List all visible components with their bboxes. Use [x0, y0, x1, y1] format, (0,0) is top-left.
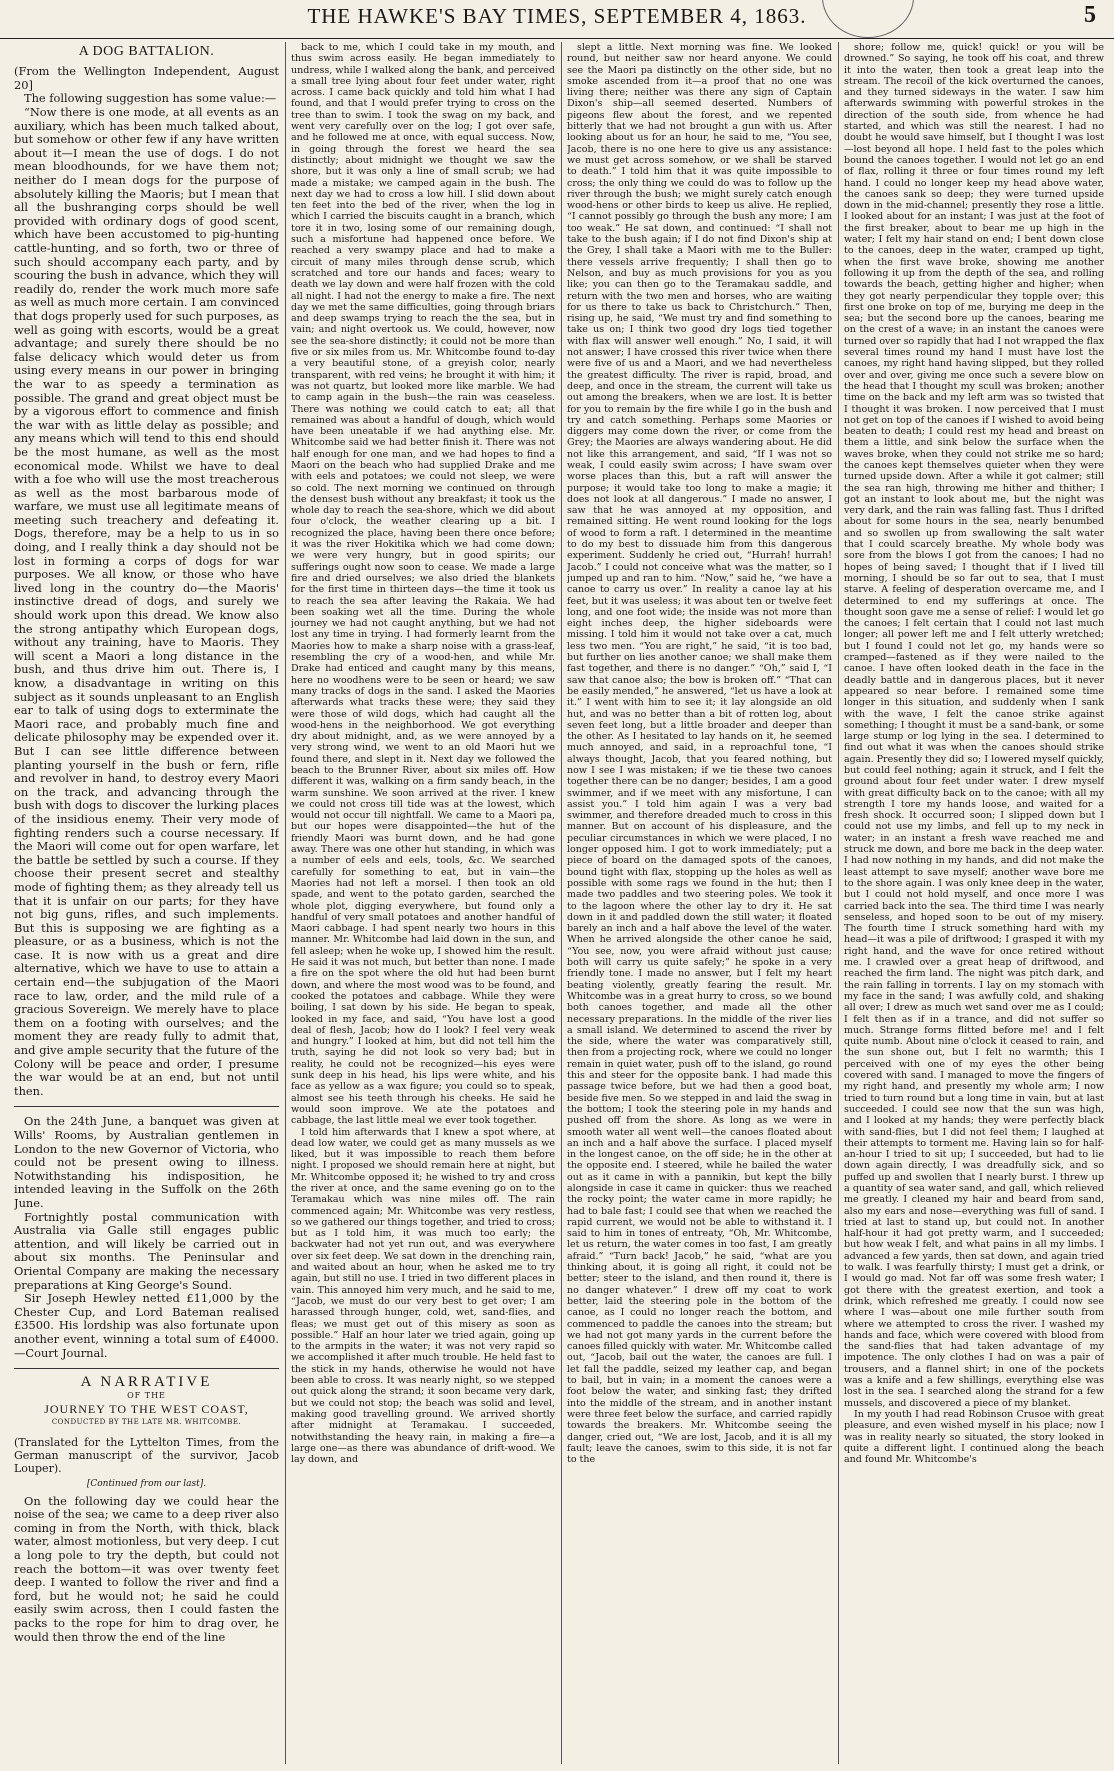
divider — [14, 1106, 279, 1107]
column-4 — [844, 42, 1104, 1764]
column-rule — [838, 42, 839, 1764]
column-1 — [14, 42, 279, 1764]
narrative-body: On the following day we could hear the noise of the sea; we came to a deep river also coming in from the North, with thick, black water, almost motionless, but very deep. I cut a long pole to try the depth, but could not reach the bottom—it was over twenty feet deep. I wanted to follow the river and find a ford, but he would not; he said he could easily swim across, then I could fasten the packs to the rope for him to drag over, he would then throw the end of the line — [14, 1493, 279, 1644]
column-2 — [291, 42, 555, 1764]
article-body: “Now there is one mode, at all events as an auxiliary, which has been much talked about, but somehow or other few if any have written about it—I mean the use of dogs. I do not mean bloodhounds, for we have them not; neither do I mean dogs for the purpose of absolutely killing the Maoris; but I mean that all the bushranging corps should be well provided with ordinary dogs of good scent, which have been accustomed to pig-hunting cattle-hunting, and so forth, two or three of such should accompany each party, and by scouring the bush in advance, which they will readily do, render the work much more safe as well as much more certain. I am convinced that dogs properly used for such purposes, as well as going with escorts, would be a great advantage; and surely there should be no false delicacy which would deter us from using every means in our power in bringing the war to as speedy a termination as possible. The grand and great object must be by a vigorous effort to commence and finish the war with as little delay as possible; and any means which will tend to this end should be the most humane, as well as the most economical mode. Whilst we have to deal with a foe who will use the most treacherous as well as the most barbarous mode of warfare, we must use all legitimate means of meeting such treachery and defeating it. Dogs, therefore, may be a help to us in so doing, and I really think a day should not be lost in forming a corps of dogs for war purposes. We all know, or those who have lived long in the country do—the Maoris' instinctive dread of dogs, and surely we should work upon this dread. We know also the strong antipathy which European dogs, without any training, have to Maoris. They will scent a Maori a long distance in the bush, and thus drive him out. There is, I know, a disadvantage in writing on this subject as it sounds unpleasant to an English ear to talk of using dogs to exterminate the Maori race, and probably much fine and delicate philosophy may be expended over it. But I can see little difference between planting yourself in the bush or fern, rifle and revolver in hand, to destroy every Maori on the track, and advancing through the bush with dogs to discover the lurking places of the insidious enemy. Their very mode of fighting renders such a course necessary. If the Maori will come out for open warfare, let the battle be settled by such a course. If they choose their present secret and stealthy mode of fighting them; as they already tell us that it is unfair on our parts; for they have not big guns, rifles, and such implements. But this is supposing we are fighting as a pleasure, or as a business, which is not the case. It is now with us a great and dire alternative, which we have to use to attain a certain end—the subjugation of the Maori race to law, order, and the mild rule of a gracious Sovereign. We merely have to place them on a footing with ourselves; and the moment they are ready fully to admit that, and give ample security that the future of the Colony will be peace and order, I presume the war would be at an end, but not until then. — [14, 105, 279, 1098]
article-intro: The following suggestion has some value:— — [24, 91, 277, 106]
narrative-of: OF THE — [127, 1391, 166, 1401]
column-rule — [285, 42, 286, 1764]
narrative-body: In my youth I had read Robinson Crusoe with great pleasure, and even wished myself in his place; now I was in reality nearly so situated, the story looked in quite a different light. I continued along the beach and found Mr. Whitcombe's — [844, 1408, 1104, 1466]
divider — [14, 1368, 279, 1369]
narrative-body: back to me, which I could take in my mouth, and thus swim across easily. He began immediately to undress, while I walked along the bank, and perceived a small tree lying about four feet under water, right across. I came back quickly and told him what I had found, and that I would prefer trying to cross on the tree than to swim. I took the swag on my back, and went very carefully over on the log; I got over safe, and he followed me at once, with equal success. Now, in going through the forest we heard the sea distinctly; about midnight we thought we saw the shore, but it was only a line of small scrub; we had made a mistake; we camped again in the bush. The next day we had to cross a low hill. I slid down about ten feet into the bed of the river, when the log in which I carried the biscuits caught in a branch, which tore it in two, losing some of our remaining dough, such a misfortune had happened once before. We reached a very swampy place and had to make a circuit of many miles through dense scrub, which scratched and tore our hands and faces; weary to death we lay down and were half frozen with the cold all night. I had not the energy to make a fire. The next day we met the same difficulties, going through briars and deep swamps trying to reach the the sea, but in vain; and night overtook us. We could, however, now see the sea-shore distinctly; it could not be more than five or six miles from us. Mr. Whitcombe found to-day a very beautiful stone, of a greyish color, nearly transparent, with red veins; he brought it with him; it was not quartz, but looked more like marble. We had to camp again in the bush—the rain was ceaseless. There was nothing we could catch to eat; all that remained was about a handful of dough, which would have been uneatable if we had anything else. Mr. Whitcombe said we had better finish it. There was not half enough for one man, and we had hopes to find a Maori on the beach who had supplied Drake and me with eels and potatoes; we could not sleep, we were so cold. The next morning we continued on through the densest bush without any breakfast; it took us the whole day to reach the sea-shore, which we did about four o'clock, the weather clearing up a bit. I recognized the place, having been there once before; it was the river Hokitika which we had come down; we were very hungry, but in good spirits; our sufferings ought now soon to cease. We made a large fire and dried ourselves; we also dried the blankets for the first time in thirteen days—the time it took us to reach the sea after leaving the Rakaia. We had been soaking wet all the time. During the whole journey we had not caught anything, but we had not lost any time in trying. I had formerly learnt from the Maories how to make a sharp noise with a grass-leaf, resembling the cry of a wood-hen, and while Mr. Drake had enticed and caught many by this means, here no woodhens were to be seen or heard; we saw many tracks of dogs in the sand. I asked the Maories afterwards what tracks these were; they said they were those of wild dogs, which had caught all the wood-hens in the neighborhood. We got everything dry about midnight, and, as we were annoyed by a very strong wind, we went to an old Maori hut we found there, and slept in it. Next day we followed the beach to the Brunner River, about six miles off. How different it was, walking on a firm sandy beach, in the warm sunshine. We soon arrived at the river. I knew we could not cross till tide was at the lowest, which would not occur till nightfall. We came to a Maori pa, but our hopes were disappointed—the hut of the friendly Maori was burnt down, and he had gone away. There was one other hut standing, in which was a number of eels and eels, tools, &c. We searched carefully for something to eat, but in vain—the Maories had not left a morsel. I then took an old spade, and went to the potato garden, searched the whole plot, digging everywhere, but found only a handful of very small potatoes and another handful of Maori cabbage. I had spent nearly two hours in this manner. Mr. Whitcombe had laid down in the sun, and fell asleep; when he woke up, I showed him the result. He said it was not much, but better than none. I made a fire on the spot where the old hut had been burnt down, and where the most wood was to be found, and cooked the potatoes and cabbage. While they were boiling, I sat down by his side. He began to speak, looked in my face, and said, “You have lost a good deal of flesh, Jacob; how do I look? I feel very weak and hungry.” I looked at him, but did not tell him the truth, saying he did not look so very bad; but in reality, he could not be recognized—his eyes were sunk deep in his head, his lips were white, and his face as yellow as a wax figure; you could so to speak, almost see his teeth through his cheeks. He said he would soon improve. We ate the potatoes and cabbage, the last little meal we ever took together. — [291, 42, 555, 1127]
page-number: 5 — [1084, 2, 1096, 28]
masthead — [0, 0, 1114, 39]
news-item: Fortnightly postal communication with Australia via Galle still engages public attention, and will likely be carried out in about six months. The Peninsular and Oriental Company are making the necessary preparations at King George's Sound. — [14, 1209, 279, 1292]
article-source: (From the Wellington Independent, August 20] — [14, 64, 279, 92]
narrative-byline: CONDUCTED BY THE LATE MR. WHITCOMBE. — [51, 1418, 242, 1426]
narrative-title: A NARRATIVE — [80, 1374, 213, 1391]
narrative-body: slept a little. Next morning was fine. We looked round, but neither saw nor heard anyone. We could see the Maori pa distinctly on the other side, but no smoke ascended from it—a proof that no one was living there; neither was there any sign of Captain Dixon's ship—all seemed deserted. Numbers of pigeons flew about the forest, and we repented bitterly that we had not brought a gun with us. After looking about us for an hour, he said to me, “You see, Jacob, there is no one here to give us any assistance: we must get across somehow, or we shall be starved to death.” I told him that it was quite impossible to cross; the only thing we could do was to follow up the river through the bush; we might surely catch enough wood-hens or other birds to keep us alive. He replied, “I cannot possibly go through the bush any more; I am too weak.” He sat down, and continued: “I shall not take to the bush again; if I do not find Dixon's ship at the Grey, I shall take a Maori with me to the Buller: there vessels arrive frequently; I shall then go to Nelson, and buy as much provisions for you as you like; you can then go to the Teramakau saddle, and return with the two men and horses, who are waiting for us there to take us back to Christchurch.” Then, rising up, he said, “We must try and find something to take us on; I think two good dry logs tied together with flax will answer well enough.” No, I said, it will not answer; I have crossed this river twice when there were five of us and a Maori, and we had nevertheless the greatest difficulty. The river is rapid, broad, and deep, and once in the stream, the current will take us out among the breakers, when we are lost. It is better for you to remain by the fire while I go in the bush and try and catch something. Perhaps some Maories or diggers may come down the river, or come from the Grey; the Maories are always wandering about. He did not like this arrangement, and said, “If I was not so weak, I could easily swim across; I have swam over worse places than this, but a raft will answer the purpose; it would take too long to make a magie; it does not look at all dangerous.” I made no answer, I saw that he was annoyed at my opposition, and remained sitting. He went round looking for the logs of wood to form a raft. I determined in the meantime to do my best to dissuade him from this dangerous experiment. Suddenly he cried out, “Hurrah! hurrah! Jacob.” I could not conceive what was the matter, so I jumped up and ran to him. “Now,” said he, “we have a canoe to carry us over.” In reality a canoe lay at his feet, but it was useless; it was about ten or twelve feet long, and one foot wide; the inside was not more than eight inches deep, the higher sideboards were missing. I told him it would not take over a cat, much less two men. “You are right,” he said, “it is too bad, but further on lies another canoe; we shall make them fast together, and there is no danger.” “Oh,” said I, “I saw that canoe also; the bow is broken off.” “That can be easily mended,” he answered, “let us have a look at it.” I went with him to see it; it lay alongside an old hut, and was no better than a bit of rotten log, about seven feet long, but a little broader and deeper than the other. As I hesitated to lay hands on it, he seemed much annoyed, and said, in a reproachful tone, “I always thought, Jacob, that you feared nothing, but now I see I was mistaken; if we tie these two canoes together there can be no danger; besides, I am a good swimmer, and if we meet with any misfortune, I can assist you.” I told him again I was a very bad swimmer, and therefore dreaded much to cross in this manner. But on account of his displeasure, and the peculiar circumstances in which we were placed, I no longer opposed him. I got to work immediately; put a piece of board on the damaged spots of the canoes, bound tight with flax, stopping up the holes as well as possible with some rags we found in the hut; then I made two paddles and two steering poles. We took it to the lagoon where the other lay to dry it. He sat down in it and paddled down the still water; it floated barely an inch and a half above the level of the water. When he arrived alongside the other canoe he said, “You see, now, you were afraid without just cause; both will carry us quite safely;” he spoke in a very friendly tone. I made no answer, but I felt my heart beating violently, greatly fearing the result. Mr. Whitcombe was in a great hurry to cross, so we bound both canoes together, and made all the other necessary preparations. In the middle of the river lies a small island. We determined to ascend the river by the side, where the water was comparatively still, then from a projecting rock, where we could no longer remain in quiet water, push off to the island, go round this and steer for the opposite bank. I had made this passage twice before, but we had then a good boat, beside five men. So we stepped in and laid the swag in the bottom; I took the steering pole in my hands and pushed off from the shore. As long as we were in smooth water all went well—the canoes floated about an inch and a half above the surface. I placed myself in the longest canoe, on the off side; he in the other at the opposite end. I steered, while he bailed the water out as it came in with a pannikin, but kept the billy alongside in case it came in quicker: thus we reached the rocky point; the water came in more rapidly; he had to bale fast; I could see that when we reached the rapid current, we would not be able to withstand it. I said to him in tones of entreaty, “Oh, Mr. Whitcombe, let us return, the water comes in too fast, I am greatly afraid.” “Turn back! Jacob,” he said, “what are you thinking about, it is going all right, it could not be better; steer to the island, and then round it, there is no danger whatever.” I drew off my coat to work better, laid the steering pole in the bottom of the canoe, as I could no longer reach the bottom, and commenced to paddle the canoes into the stream; but we had not got many yards in the current before the canoes filled quickly with water. Mr. Whitcombe called out, “Jacob, bail out the water, the canoes are full. I let fall the paddle, seized my leather cap, and began to bail, but in vain; in a moment the canoes were a foot below the water, and sinking fast; they drifted into the middle of the stream, and in another instant were three feet below the surface, and carried rapidly towards the breakers. Mr. Whitcombe seeing the danger, cried out, “We are lost, Jacob, and it is all my fault; leave the canoes, swim to this side, it is not far to the — [567, 42, 832, 1466]
newspaper-title: THE HAWKE'S BAY TIMES, SEPTEMBER 4, 1863. — [307, 4, 807, 28]
continued-note: [Continued from our last]. — [86, 1479, 207, 1490]
column-3 — [567, 42, 832, 1764]
narrative-subtitle: JOURNEY TO THE WEST COAST, — [44, 1401, 249, 1416]
column-rule — [561, 42, 562, 1764]
narrative-body: shore; follow me, quick! quick! or you will be drowned.” So saying, he took off his coat, and threw it into the water, then took a great leap into the stream. The recoil of the kick overturned the canoes, and they turned sideways in the water. I saw him afterwards swimming with powerful strokes in the direction of the south side, from whence he had started, and which was still the nearest. I had no doubt he would save himself, but I thought I was lost—lost beyond all hope. I held fast to the poles which bound the canoes together. I would not let go an end of flax, rolling it three or four times round my left hand. I could no longer keep my head above water, the canoes sank so deep; they were turned upside down in the mid-channel; presently they rose a little. I looked about for an instant; I was just at the foot of the first breaker, about to bear me up high in the water; I felt my hair stand on end; I bent down close to the canoes, deep in the water, cramped up tight, when the first wave broke, showing me another following it up from the depth of the sea, and rolling towards the beach, getting higher and higher; when they got nearly perpendicular they topple over; this first one broke on top of me, burying me deep in the sea; but the second bore up the canoes, bearing me on the crest of a wave; in an instant the canoes were turned over so rapidly that had I not wrapped the flax several times round my hand I must have lost the canoes, my right hand having slipped, but they rolled over and over, giving me once such a severe blow on the head that I thought my scull was broken; another time on the back and my left arm was so twisted that I thought it was broken. I now perceived that I must not get on top of the canoes if I wished to avoid being beaten to death; I could rest my head and breast on them a little, and sink below the surface when the waves broke, when they could not strike me so hard; the canoes kept themselves quieter when they were turned upside down. After a while it got calmer; still the sea ran high, throwing me hither and thither; I got an instant to look about me, but the night was very dark, and the rain was falling fast. Thus I drifted about for some hours in the sea, nearly benumbed and so swollen up from swallowing the salt water that I could scarcely breathe. My whole body was sore from the blows I got from the canoes; I had no hopes of being saved; I thought that if I lived till morning, I should be so far out to sea, that I must starve. A feeling of desperation overcame me, and I determined to end my sufferings at once. The thought soon gave me a sense of relief: I would let go the canoes; I felt certain that I could not last much longer; all power left me and I felt utterly wretched; but I found I could not let go, my hands were so cramped—fastened as if they were nailed to the canoe. I have often looked death in the face in the deadly battle and in dangerous places, but it never appeared so near before. I remained some time longer in this situation, and suddenly when I sank with the wave, I felt the canoe strike against something; I thought it must be a sand-bank, or some large stump or log lying in the sea. I determined to find out what it was when the canoes should strike again. Presently they did so; I lowered myself quickly, but could feel nothing; again it struck, and I felt the ground about four feet under water. I drew myself with great difficulty back on to the canoe; with all my strength I tore my hands loose, and waited for a fresh shock. It occurred soon; I slipped down but I could not use my limbs, and fell up to my neck in water; in an instant a fresh wave reached me and struck me down, and bore me back in the deep water. I had now nothing in my hands, and did not make the least attempt to save myself; another wave bore me to the shore again. I was only knee deep in the water, but I could not hold myself, and once more I was carried back into the sea. The third time I was nearly senseless, and hoped soon to be out of my misery. The fourth time I struck something hard with my head—it was a pile of driftwood; I grasped it with my right hand, and the wave for once retired without me. I crawled over a great heap of driftwood, and reached the firm land. The night was pitch dark, and the rain falling in torrents. I lay on my stomach with my face in the sand; I was awfully cold, and shaking all over; I drew as much wet sand over me as I could; I felt then as if in a trance, and did not suffer so much. Strange forms flitted before me! and I felt quite numb. About nine o'clock it ceased to rain, and the sun shone out, but I felt no warmth; this I perceived with one of my eyes the other being covered with sand. I managed to move the fingers of my right hand, and presently my whole arm; I now tried to turn round but a long time in vain, but at last succeeded. I could see now that the sun was high, and I looked at my hands; they were perfectly black with sand-flies, but I did not feel them; I laughed at their attempts to torment me. Having lain so for half-an-hour I tried to sit up; I succeeded, but had to lie down again directly, I was dreadfully sick, and so puffed up and swollen that I nearly burst. I threw up a quantity of sea water sand, and gall, which relieved me greatly. I cleaned my hair and beard from sand, also my ears and nose—everything was full of sand. I tried at last to stand up, but could not. In another half-hour it had got pretty warm, and I succeeded; but how weak I felt, and what pains in all my limbs. I advanced a few yards, then sat down, and again tried to walk. I was fearfully thirsty; I must get a drink, or I would go mad. Not far off was some fresh water; I got there with the greatest exertion, and took a drink, which refreshed me greatly. I could now see where I was—about one mile further south from where we attempted to cross the river. I washed my hands and face, which were covered with blood from the sand-flies that had taken advantage of my impotence. The only clothes I had on was a pair of trousers, and a flannel shirt; in one of the pockets was a knife and a few shillings, everything else was lost in the sea. I searched along the strand for a few mussels, and discovered a piece of my blanket. — [844, 42, 1104, 1409]
news-item: Sir Joseph Hewley netted £11,000 by the Chester Cup, and Lord Bateman realised £3500. His lordship was also fortunate upon another event, winning a total sum of £4000.—Court Journal. — [14, 1291, 279, 1360]
news-item: On the 24th June, a banquet was given at Wills' Rooms, by Australian gentlemen in London to the new Governor of Victoria, who could not be present owing to illness. Notwithstanding his indisposition, he intended leaving in the Suffolk on the 26th June. — [14, 1114, 279, 1210]
article-heading: A DOG BATTALION. — [78, 44, 215, 59]
translation-note: (Translated for the Lyttelton Times, from the German manuscript of the survivor, Jacob Louper). — [14, 1436, 279, 1476]
narrative-body: I told him afterwards that I knew a spot where, at dead low water, we could get as many mussels as we liked, but it was impossible to reach them before night. I proposed we should remain here at night, but Mr. Whitcombe opposed it; he wished to try and cross the river at once, and the same evening go on to the Teramakau which was nine miles off. The rain commenced again; Mr. Whitcombe was very restless, so we gathered our things together, and tried to cross; but as I told him, it was much too early; the backwater had not yet run out, and was everywhere over six feet deep. We sat down in the drenching rain, and waited about an hour, when he asked me to try again, but still no use. I tried in two different places in vain. This annoyed him very much, and he said to me, “Jacob, we must do our very best to get over; I am harassed through hunger, cold, wet, sand-flies, and fleas; we must get out of this misery as soon as possible.” Half an hour later we tried again, going up to the armpits in the water; it was not very rapid so we accomplished it after much trouble. He held fast to the stick in my hands, otherwise he would not have been able to cross. It was nearly night, so we stepped out quick along the strand; it soon became very dark, but we could not stop; the beach was solid and level, making good travelling ground. We arrived shortly after midnight at Teramakau. I succeeded, notwithstanding the heavy rain, in making a fire—a large one—as there was abundance of drift-wood. We lay down, and — [291, 1126, 555, 1466]
